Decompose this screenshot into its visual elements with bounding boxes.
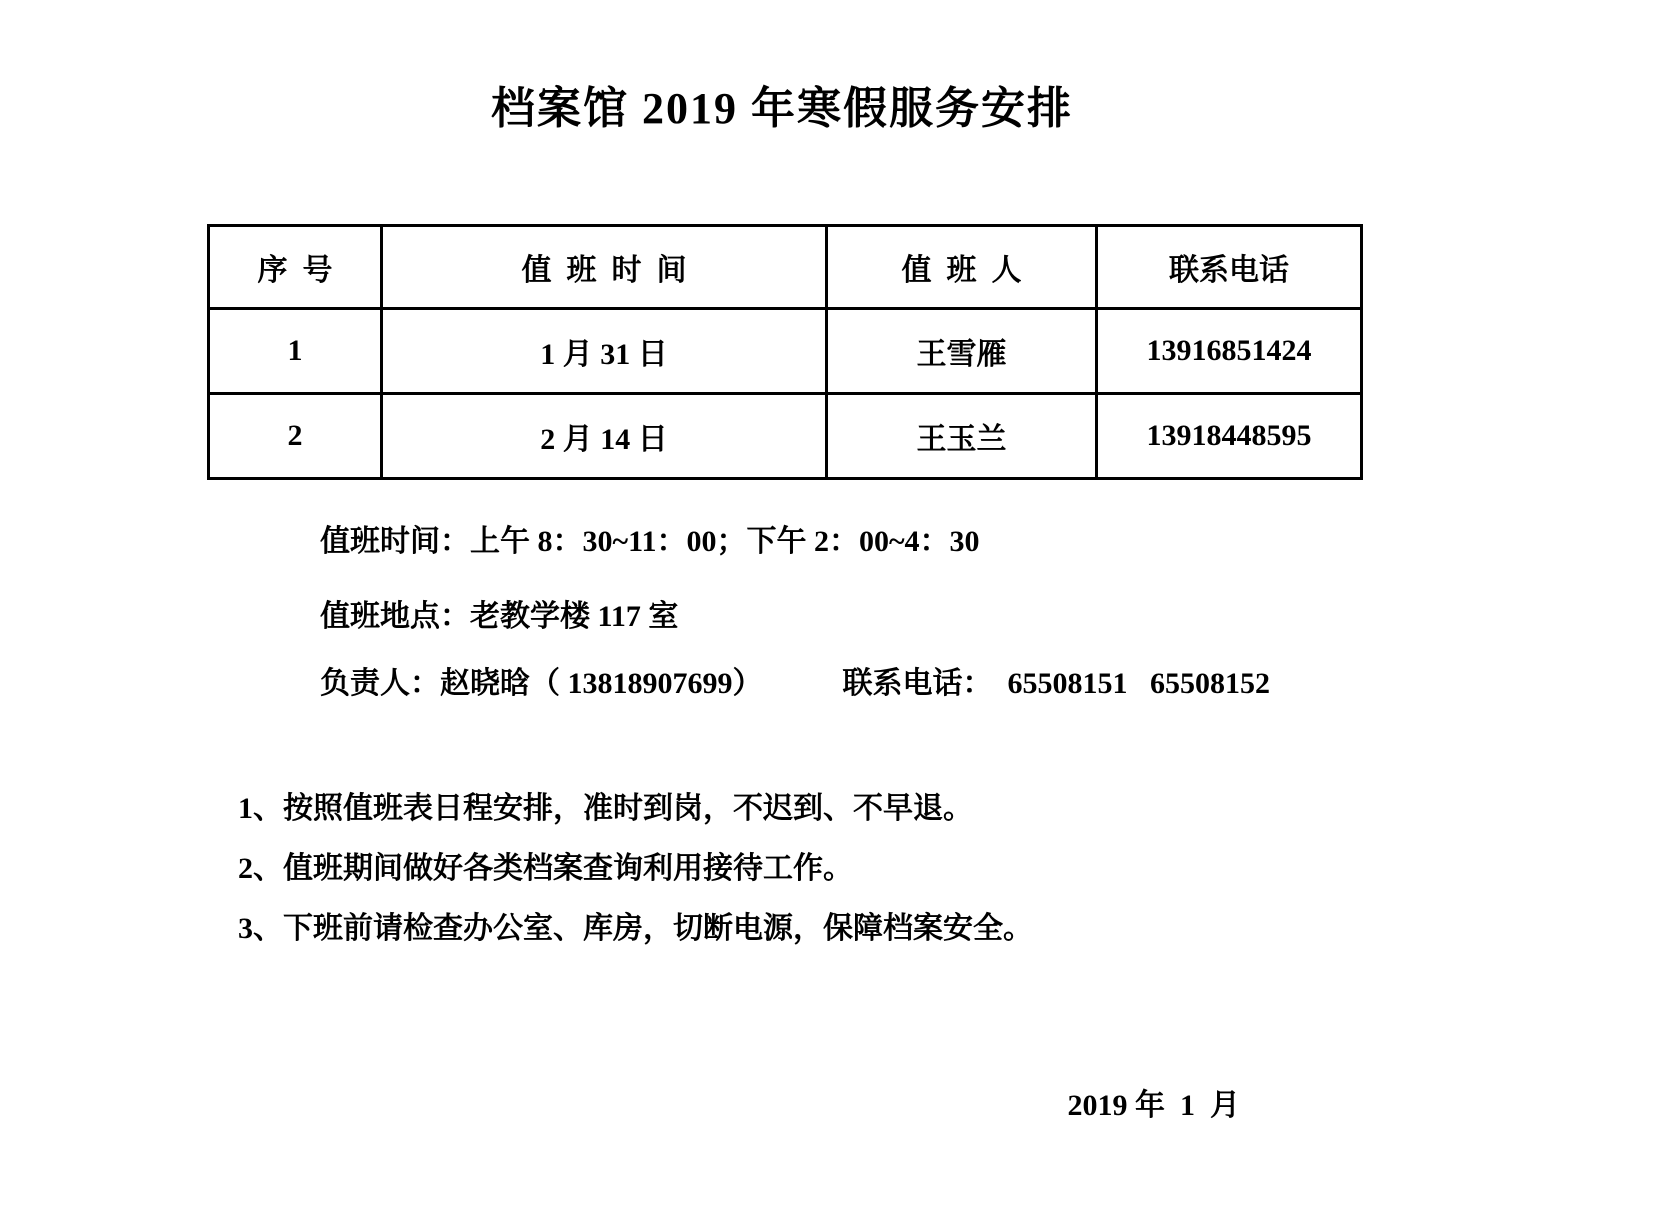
cell-number: 1	[209, 309, 382, 394]
header-cell-number: 序 号	[209, 226, 382, 309]
cell-number: 2	[209, 394, 382, 479]
rule-item-1: 1、按照值班表日程安排，准时到岗，不迟到、不早退。	[238, 792, 973, 825]
note-manager-name: 负责人：赵晓晗（ 13818907699）	[320, 667, 763, 700]
document-title: 档案馆 2019 年寒假服务安排	[491, 84, 1073, 133]
rule-item-3: 3、下班前请检查办公室、库房，切断电源，保障档案安全。	[238, 912, 1033, 945]
table-row	[209, 309, 1362, 394]
note-duty-place: 值班地点：老教学楼 117 室	[320, 600, 679, 633]
cell-duty-date: 1 月 31 日	[382, 309, 827, 394]
table-header-row	[209, 226, 1362, 309]
header-cell-phone: 联系电话	[1097, 226, 1362, 309]
cell-duty-person: 王玉兰	[827, 394, 1097, 479]
duty-schedule-table	[207, 224, 1363, 480]
cell-phone: 13916851424	[1097, 309, 1362, 394]
rule-item-2: 2、值班期间做好各类档案查询利用接待工作。	[238, 852, 853, 885]
note-contact-phones: 联系电话： 65508151 65508152	[842, 667, 1270, 700]
table-row	[209, 394, 1362, 479]
header-cell-duty-time: 值 班 时 间	[382, 226, 827, 309]
note-manager-row	[320, 658, 1270, 702]
footer-date: 2019 年 1 月	[1067, 1089, 1240, 1122]
header-cell-duty-person: 值 班 人	[827, 226, 1097, 309]
cell-phone: 13918448595	[1097, 394, 1362, 479]
cell-duty-date: 2 月 14 日	[382, 394, 827, 479]
cell-duty-person: 王雪雁	[827, 309, 1097, 394]
note-duty-time: 值班时间：上午 8：30~11：00；下午 2：00~4：30	[320, 525, 980, 558]
